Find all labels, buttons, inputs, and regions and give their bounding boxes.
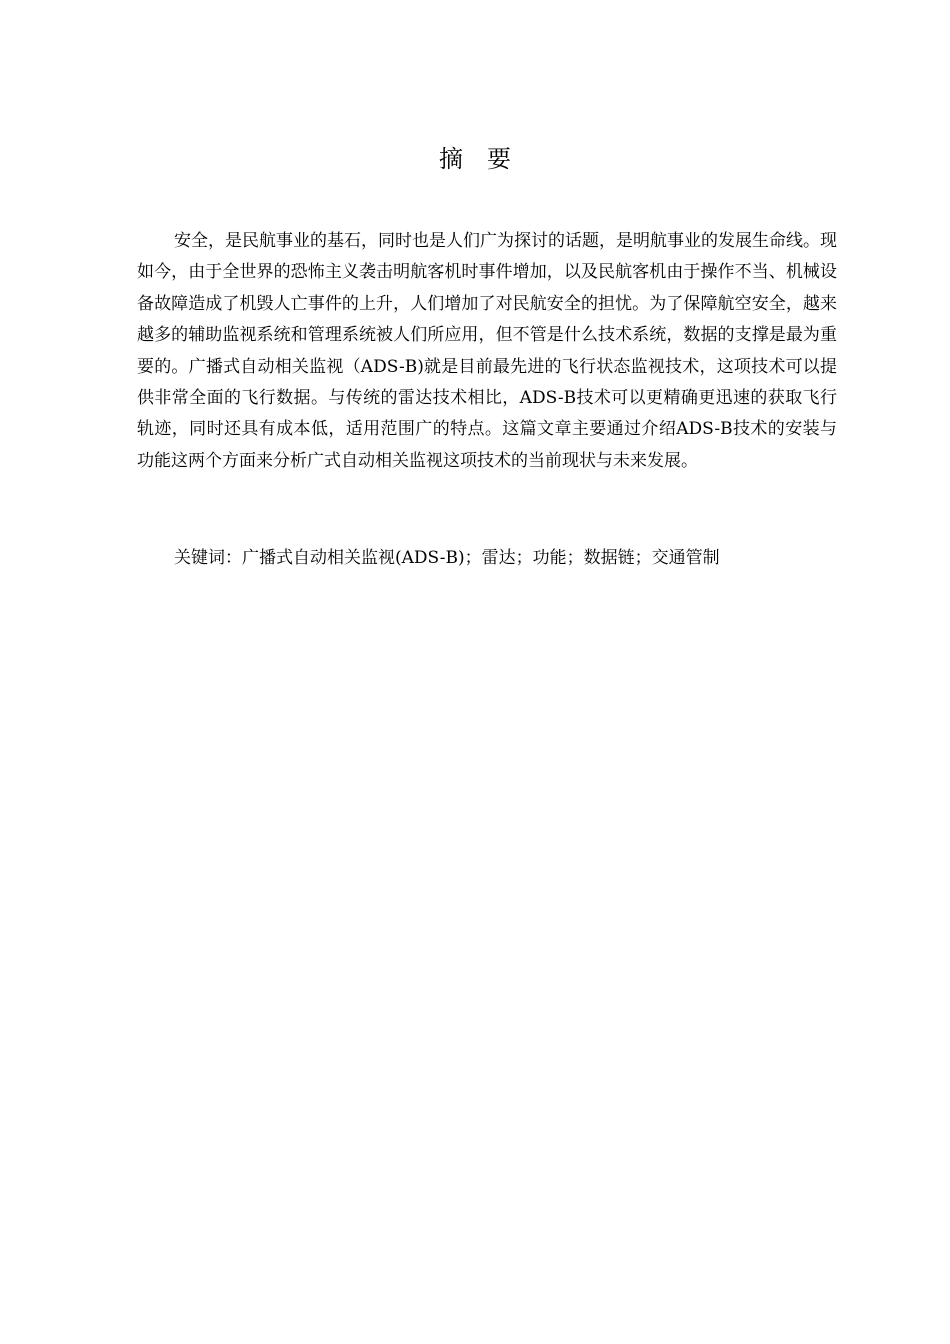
keywords-value: 广播式自动相关监视(ADS-B)；雷达；功能；数据链；交通管制 — [242, 548, 720, 568]
keywords-line — [174, 543, 844, 574]
keywords-label: 关键词： — [174, 548, 242, 568]
abstract-paragraph: 安全，是民航事业的基石，同时也是人们广为探讨的话题，是明航事业的发展生命线。现如今，由于全世界的恐怖主义袭击明航客机时事件增加，以及民航客机由于操作不当、机械设备故障造成了机毁人亡事件的上升，人们增加了对民航安全的担忧。为了保障航空安全，越来越多的辅助监视系统和管理系统被人们所应用，但不管是什么技术系统，数据的支撑是最为重要的。广播式自动相关监视（ADS-B)就是目前最先进的飞行状态监视技术，这项技术可以提供非常全面的飞行数据。与传统的雷达技术相比，ADS-B技术可以更精确更迅速的获取飞行轨迹，同时还具有成本低，适用范围广的特点。这篇文章主要通过介绍ADS-B技术的安装与功能这两个方面来分析广式自动相关监视这项技术的当前现状与未来发展。 — [137, 231, 837, 471]
abstract-title: 摘要 — [439, 145, 535, 173]
